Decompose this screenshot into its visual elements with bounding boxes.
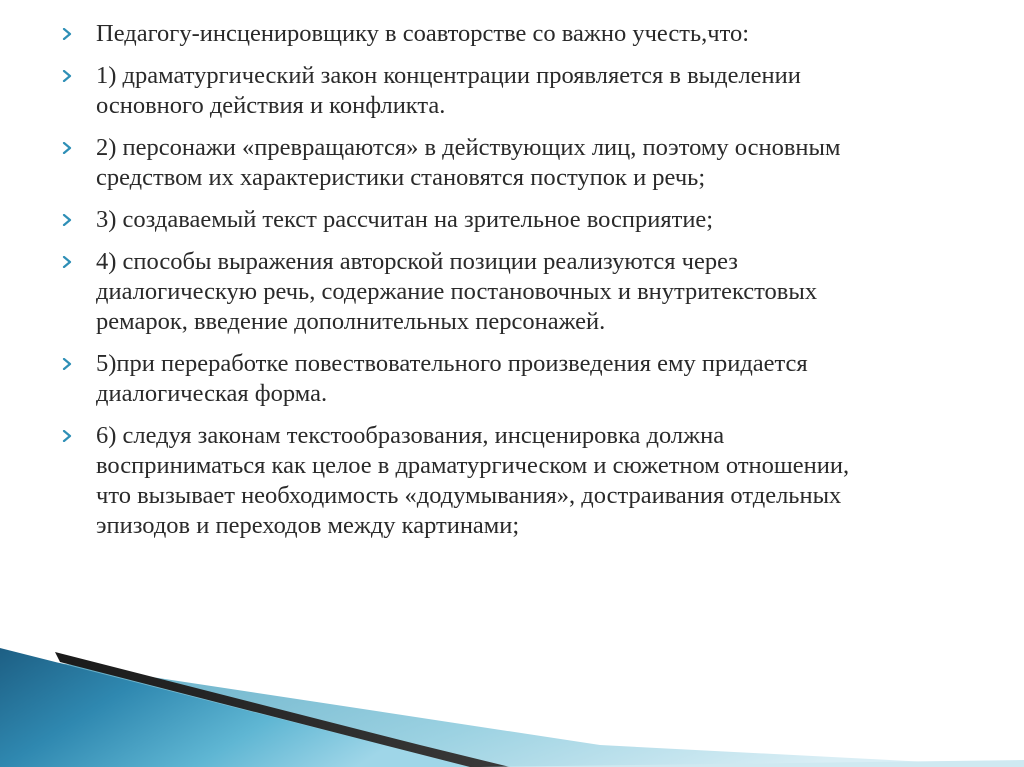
bullet-item xyxy=(62,349,982,409)
bullet-item xyxy=(62,421,982,541)
bullet-text: 5)при переработке повествовательного произведения ему придается диалогическая форма. xyxy=(96,350,808,407)
blue-band xyxy=(0,648,470,767)
bottom-light-strip xyxy=(480,760,1024,767)
bullet-text: 4) способы выражения авторской позиции реализуются через диалогическую речь, содержание постановочных и внутритекстовых ремарок, введение дополнительных персонажей. xyxy=(96,248,818,335)
bullet-text: 1) драматургический закон концентрации проявляется в выделении основного действия и конфликта. xyxy=(96,62,801,119)
bullet-text: 3) создаваемый текст рассчитан на зрительное восприятие; xyxy=(96,206,714,233)
bullet-text: Педагогу-инсценировщику в соавторстве со важно учесть,что: xyxy=(96,20,750,47)
bullet-item xyxy=(62,19,982,49)
bullet-item xyxy=(62,205,982,235)
bullet-item xyxy=(62,61,982,121)
bullet-item xyxy=(62,247,982,337)
arrow-bullet-icon xyxy=(62,19,96,49)
arrow-bullet-icon xyxy=(62,61,96,91)
arrow-bullet-icon xyxy=(62,421,96,451)
arrow-bullet-icon xyxy=(62,133,96,163)
bullet-text: 2) персонажи «превращаются» в действующих лиц, поэтому основным средством их характеристики становятся поступок и речь; xyxy=(96,134,841,191)
arrow-bullet-icon xyxy=(62,247,96,277)
bullet-item xyxy=(62,133,982,193)
bullet-list xyxy=(62,19,982,553)
arrow-bullet-icon xyxy=(62,349,96,379)
dark-stripe xyxy=(55,652,510,767)
arrow-bullet-icon xyxy=(62,205,96,235)
bullet-text: 6) следуя законам текстообразования, инсценировка должна восприниматься как целое в драматургическом и сюжетном отношении, что вызывает необходимость «додумывания», достраивания отдельных эпизодов и переходов между картинами; xyxy=(96,422,850,539)
light-blue-band xyxy=(0,654,1024,767)
